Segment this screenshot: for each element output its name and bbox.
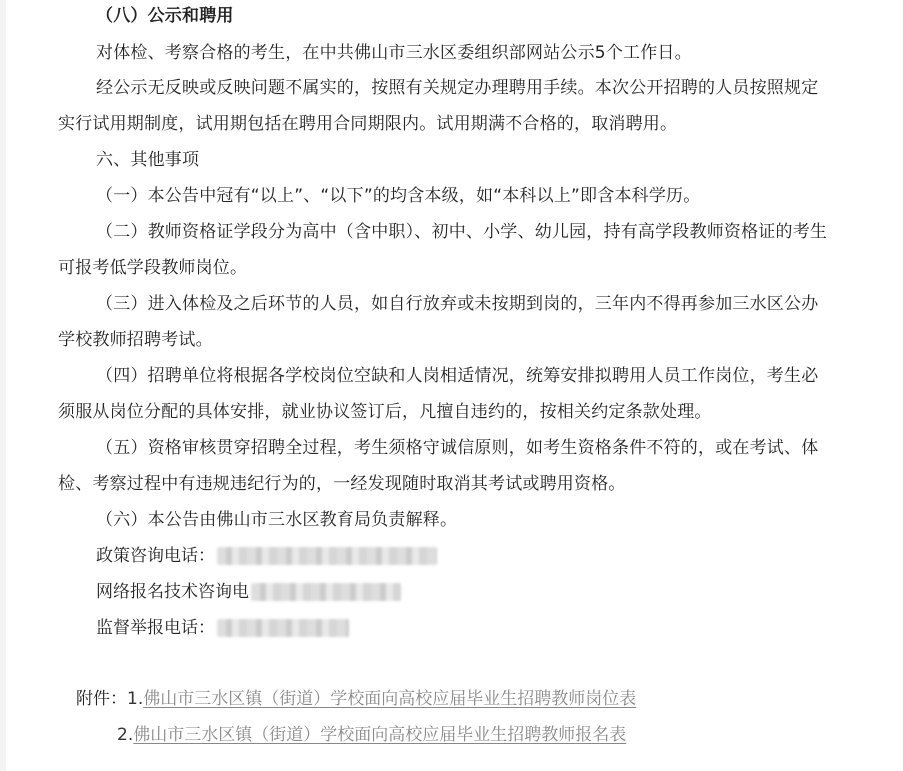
item-3-line2: 学校教师招聘考试。 bbox=[58, 330, 213, 350]
section-other-matters: 六、其他事项 bbox=[96, 150, 200, 170]
paragraph-publicity: 对体检、考察合格的考生，在中共佛山市三水区委组织部网站公示5个工作日。 bbox=[96, 43, 692, 63]
item-2-line1: （二）教师资格证学段分为高中（含中职）、初中、小学、幼儿园，持有高学段教师资格证的考生 bbox=[96, 222, 828, 242]
attachment-row-1 bbox=[76, 688, 636, 710]
paragraph-employment-line2: 实行试用期制度，试用期包括在聘用合同期限内。试用期满不合格的，取消聘用。 bbox=[58, 114, 678, 134]
item-4-line2: 须服从岗位分配的具体安排，就业协议签订后，凡擅自违约的，按相关约定条款处理。 bbox=[58, 402, 712, 422]
policy-hotline-row bbox=[96, 545, 437, 567]
redacted-phone-policy bbox=[217, 547, 437, 565]
item-5-line2: 检、考察过程中有违规违纪行为的，一经发现随时取消其考试或聘用资格。 bbox=[58, 474, 626, 494]
attachment-link-registration-form[interactable]: 佛山市三水区镇（街道）学校面向高校应届毕业生招聘教师报名表 bbox=[133, 725, 627, 745]
item-5-line1: （五）资格审核贯穿招聘全过程，考生须格守诚信原则，如考生资格条件不符的，或在考试、体 bbox=[96, 438, 819, 458]
redacted-phone-tech bbox=[251, 583, 401, 601]
policy-hotline-label: 政策咨询电话： bbox=[96, 546, 215, 566]
item-3-line1: （三）进入体检及之后环节的人员，如自行放弃或未按期到岗的，三年内不得再参加三水区公办 bbox=[96, 294, 819, 314]
attachment-link-position-table[interactable]: 佛山市三水区镇（街道）学校面向高校应届毕业生招聘教师岗位表 bbox=[143, 689, 637, 709]
item-2-line2: 可报考低学段教师岗位。 bbox=[58, 258, 248, 278]
item-6: （六）本公告由佛山市三水区教育局负责解释。 bbox=[96, 510, 458, 530]
paragraph-employment-line1: 经公示无反映或反映问题不属实的，按照有关规定办理聘用手续。本次公开招聘的人员按照规定 bbox=[96, 78, 819, 98]
item-4-line1: （四）招聘单位将根据各学校岗位空缺和人岗相适情况，统筹安排拟聘用人员工作岗位，考生必 bbox=[96, 366, 819, 386]
section-heading: （八）公示和聘用 bbox=[96, 6, 234, 26]
tech-hotline-label: 网络报名技术咨询电 bbox=[96, 582, 249, 602]
attachment-row-2 bbox=[117, 724, 626, 746]
supervision-hotline-row bbox=[96, 617, 349, 639]
page-left-margin bbox=[0, 0, 6, 771]
supervision-hotline-label: 监督举报电话： bbox=[96, 618, 215, 638]
attachment-number-1: 1. bbox=[127, 689, 144, 709]
item-1: （一）本公告中冠有“以上”、“以下”的均含本级，如“本科以上”即含本科学历。 bbox=[96, 186, 701, 206]
attachment-number-2: 2. bbox=[117, 725, 134, 745]
tech-hotline-row bbox=[96, 581, 401, 603]
attachments-prefix: 附件： bbox=[76, 689, 127, 709]
redacted-phone-supervision bbox=[217, 619, 349, 637]
